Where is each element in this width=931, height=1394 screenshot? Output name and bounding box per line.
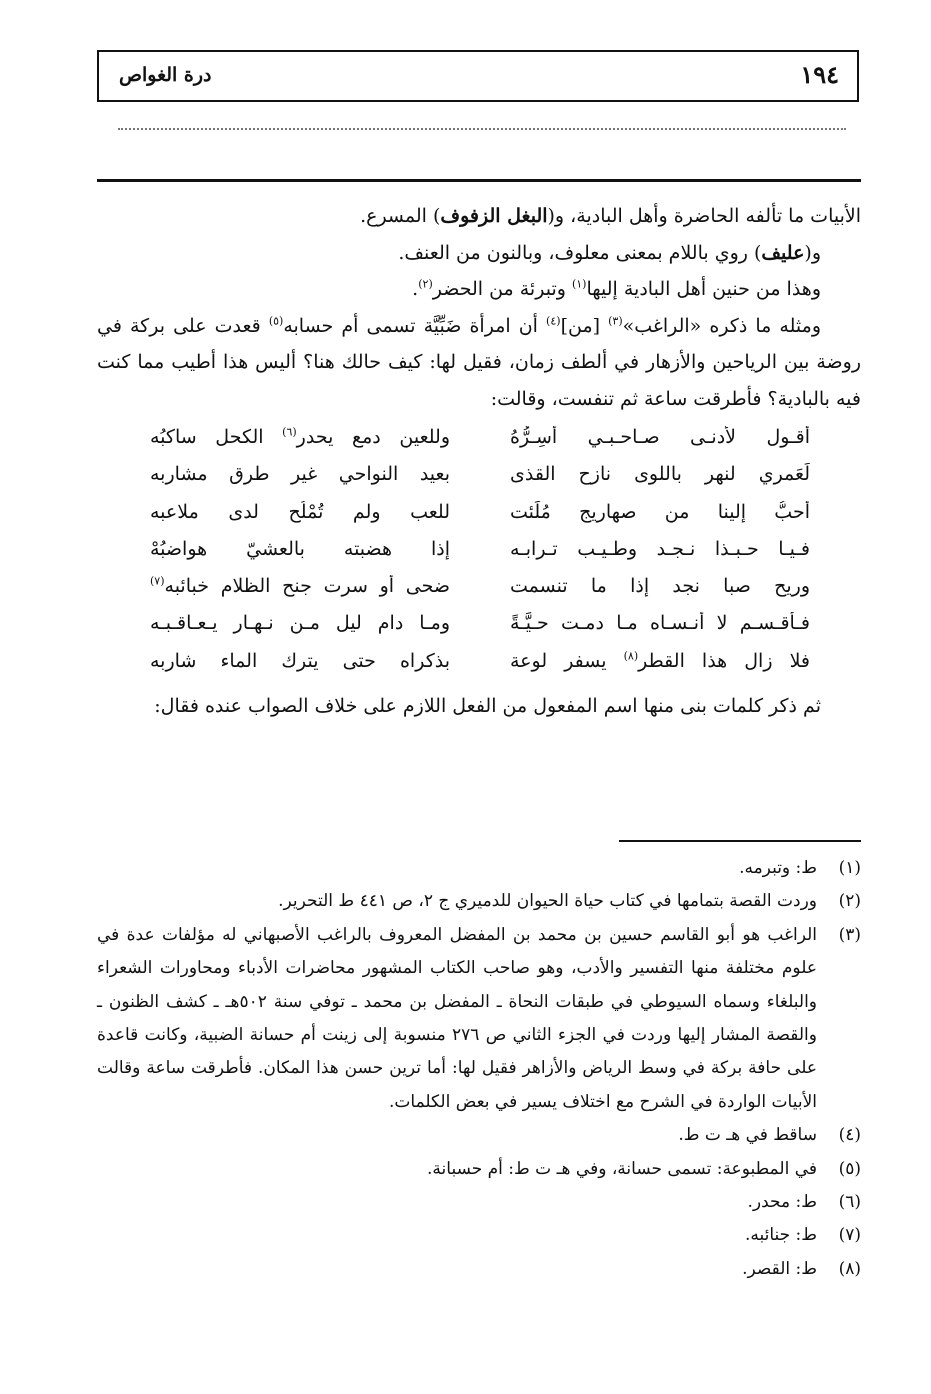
- text-run: ضحى أو سرت جنح الظلام خبائبه: [164, 575, 450, 598]
- verse-first-hemistich: فـأقـسـم لا أنـسـاه مـا دمـت حـيَّـةً: [510, 612, 810, 635]
- text-run: أن امرأة ضَبِّيَّة تسمى أم حسابه: [283, 314, 547, 337]
- paragraph-4: [97, 308, 861, 418]
- poem: [150, 426, 810, 687]
- page-number: ١٩٤: [800, 60, 839, 89]
- text-run: ) المسرع.: [360, 205, 441, 227]
- footnote: [97, 1186, 861, 1219]
- poem-verse: [150, 612, 810, 649]
- paragraph-3: [97, 271, 861, 308]
- footnote-number: (٣): [838, 924, 861, 945]
- verse-second-hemistich: [150, 426, 450, 448]
- verse-first-hemistich: أحبُّ إلينا من صهاريج مُلِّئت: [510, 500, 810, 523]
- text-run: [من]: [560, 314, 609, 337]
- footnote: [97, 885, 861, 918]
- footnote: [97, 919, 861, 1119]
- footnote-number: (٨): [838, 1258, 861, 1279]
- verse-second-hemistich: ومـا دام ليل مـن نـهـار يـعـاقـبـه: [150, 612, 450, 635]
- footnote-number: (٧): [838, 1225, 861, 1246]
- poem-verse: [150, 538, 810, 575]
- paragraph-2: [97, 235, 861, 272]
- footnote-text: وردت القصة بتمامها في كتاب حياة الحيوان للدميري ج ٢، ص ٤٤١ ط التحرير.: [278, 891, 817, 912]
- poem-verse: [150, 463, 810, 500]
- bold-term: عليف: [761, 241, 805, 264]
- footnote-ref: (٢): [418, 277, 433, 291]
- verse-first-hemistich: فـيـا حـبـذا نـجـد وطـيـب تـرابـه: [510, 537, 810, 560]
- footnote-text: ط: جنائبه.: [744, 1225, 817, 1246]
- verse-second-hemistich: [150, 575, 450, 597]
- verse-first-hemistich: أقـول لأدنـى صـاحـبـي أُسِـرُّهُ: [510, 426, 810, 448]
- verse-second-hemistich: للعب ولم تُمْلُح لدى ملاعبه: [150, 500, 450, 523]
- footnote-text: ط: وتبرمه.: [739, 858, 817, 878]
- footnote-ref: (٧): [150, 575, 165, 588]
- footnote-text: في المطبوعة: تسمى حسانة، وفي هـ ت ط: أم حسبانة.: [427, 1158, 817, 1179]
- verse-second-hemistich: بذكراه حتى يترك الماء شاربه: [150, 649, 450, 672]
- text-run: فلا زال هذا القطر: [638, 649, 810, 672]
- text-run: .: [412, 278, 419, 300]
- footnote-number: (١): [838, 858, 861, 878]
- poem-verse: [150, 575, 810, 612]
- footnote: [97, 1119, 861, 1152]
- poem-verse: [150, 650, 810, 687]
- text-run: ) روي باللام بمعنى معلوف، وبالنون من العنف.: [398, 241, 762, 264]
- poem-verse: [150, 426, 810, 463]
- verse-first-hemistich: لَعَمري لنهر باللوى نازح القذى: [510, 463, 810, 486]
- footnote-number: (٤): [838, 1125, 861, 1146]
- footnote-text: الراغب هو أبو القاسم حسين بن محمد بن المفضل المعروف بالراغب الأصبهاني له مؤلفات عدة في علوم مختلفة منها التفسير والأدب، وهو صاحب الكتاب المشهور محاضرات الأدباء ومحاورات الشعراء والبلغاء وسماه السيوطي في طبقات النحاة ـ المفضل بن محمد ـ توفي سنة ٥٠٢هـ ـ كشف الظنون ـ والقصة المشار إليها وردت في الجزء الثاني ص ٢٧٦ منسوبة إلى زينت أم حسانة الضبية، وكانت قاعدة على حافة بركة في وسط الرياض والأزاهر فقيل لها: أما ترين حسن هذا المكان. فأطرقت ساعة وقالت الأبيات الواردة في الشرح مع اختلاف يسير في بعض الكلمات.: [97, 924, 817, 1112]
- text-run: الكحل ساكبُه: [150, 426, 283, 448]
- verse-second-hemistich: إذا هضبته بالعشيّ هواضبُهْ: [150, 537, 450, 560]
- footnote-text: ساقط في هـ ت ط.: [678, 1125, 817, 1146]
- bold-term: البغل الزفوف: [440, 205, 548, 227]
- footnote-ref: (٣): [608, 314, 623, 328]
- closing-text: [97, 688, 861, 725]
- text-run: وهذا من حنين أهل البادية إليها: [586, 278, 821, 300]
- footnote: [97, 1219, 861, 1252]
- poem-verse: [150, 501, 810, 538]
- footnote-divider: [619, 840, 861, 842]
- footnote-number: (٢): [838, 891, 861, 912]
- footnote-ref: (٨): [623, 649, 639, 663]
- text-run: قعدت على بركة في روضة بين الرياحين والأزهار في ألطف زمان، فقيل لها: كيف حالك هنا؟ أليس هذا أطيب مما كنت فيه بالبادية؟ فأطرقت ساعة ثم تنفست، وقالت:: [97, 314, 861, 410]
- verse-second-hemistich: بعيد النواحي غير طرق مشاربه: [150, 463, 450, 486]
- footnote-ref: (٦): [282, 426, 297, 439]
- text-run: يسفر لوعة: [510, 649, 624, 672]
- verse-first-hemistich: [510, 650, 810, 672]
- paragraph-5: ثم ذكر كلمات بنى منها اسم المفعول من الفعل اللازم على خلاف الصواب عنده فقال:: [154, 695, 821, 717]
- footnote-ref: (٥): [268, 314, 284, 328]
- dotted-divider: [118, 128, 846, 130]
- footnote-number: (٦): [838, 1192, 861, 1213]
- text-run: وتبرئة من الحضر: [432, 278, 572, 300]
- footnote-ref: (٤): [546, 314, 561, 328]
- page-header: [97, 50, 859, 102]
- footnote: [97, 852, 861, 885]
- main-text: [97, 198, 861, 417]
- footnote: [97, 1253, 861, 1286]
- text-run: ومثله ما ذكره «الراغب»: [622, 314, 821, 337]
- footnote: [97, 1153, 861, 1186]
- top-divider: [97, 179, 861, 182]
- footnote-ref: (١): [571, 277, 587, 291]
- footnotes: [97, 852, 861, 1286]
- verse-first-hemistich: وريح صبا نجد إذا ما تنسمت: [510, 575, 810, 598]
- running-title: درة الغواص: [119, 64, 212, 86]
- footnote-text: ط: محدر.: [747, 1192, 817, 1213]
- text-run: الأبيات ما تألفه الحاضرة وأهل البادية، و(: [547, 205, 861, 227]
- paragraph-1: [97, 198, 861, 235]
- text-run: وللعين دمع يحدر: [296, 426, 450, 448]
- footnote-number: (٥): [838, 1158, 861, 1179]
- text-run: و(: [804, 241, 821, 264]
- footnote-text: ط: القصر.: [742, 1258, 817, 1279]
